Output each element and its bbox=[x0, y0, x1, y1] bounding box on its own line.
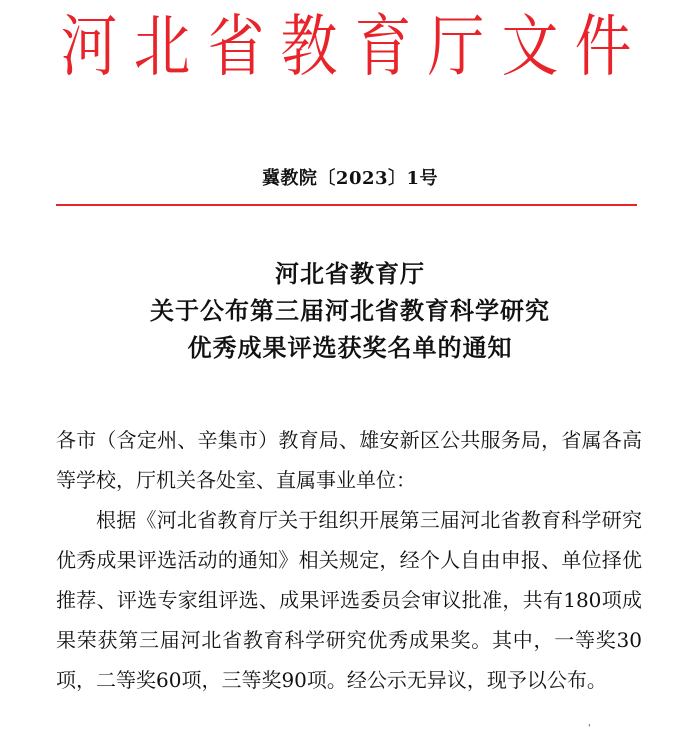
body-paragraph-1: 根据《河北省教育厅关于组织开展第三届河北省教育科学研究优秀成果评选活动的通知》相关规定，经个人自由申报、单位择优推荐、评选专家组评选、成果评选委员会审议批准，共有180项成果荣获第三届河北省教育科学研究优秀成果奖。其中，一等奖30项，二等奖60项，三等奖90项。经公示无异议，现予以公布。 bbox=[56, 508, 642, 692]
document-number: 冀教院〔2023〕1号 bbox=[261, 168, 439, 189]
notice-title-line-2: 关于公布第三届河北省教育科学研究 bbox=[150, 297, 550, 325]
header-title-char: 厅 bbox=[427, 7, 485, 86]
addressee-paragraph: 各市（含定州、辛集市）教育局、雄安新区公共服务局，省属各高等学校，厅机关各处室、直属事业单位： bbox=[56, 428, 642, 492]
header-title-char: 育 bbox=[354, 7, 412, 86]
header-title-char: 教 bbox=[280, 7, 338, 86]
page-corner-mark: ' bbox=[588, 724, 591, 734]
header-title-char: 河 bbox=[60, 7, 118, 86]
header-title-char: 文 bbox=[501, 7, 558, 86]
header-title-char: 件 bbox=[574, 7, 632, 86]
notice-title-line-1: 河北省教育厅 bbox=[275, 260, 425, 288]
red-divider-line bbox=[56, 204, 637, 206]
notice-title bbox=[0, 256, 700, 367]
notice-body bbox=[56, 420, 642, 700]
notice-title-line-3: 优秀成果评选获奖名单的通知 bbox=[187, 334, 513, 362]
document-header-title bbox=[56, 6, 636, 88]
header-title-char: 北 bbox=[134, 7, 191, 86]
header-title-char: 省 bbox=[207, 7, 265, 86]
